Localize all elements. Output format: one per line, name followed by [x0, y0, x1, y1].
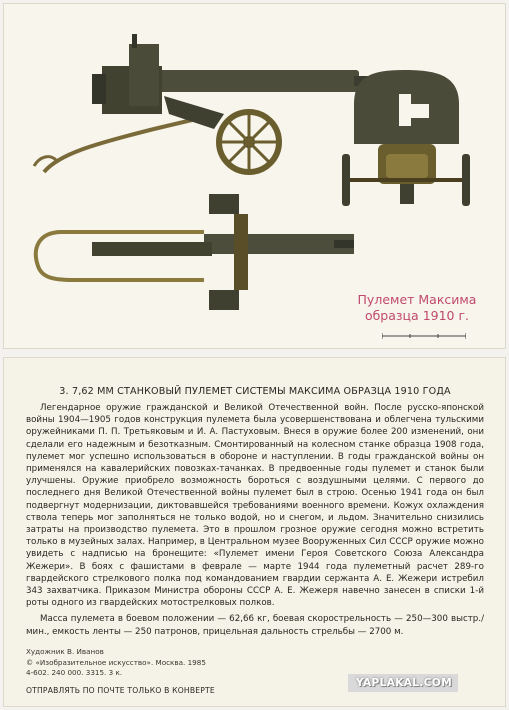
- body-text: [26, 402, 484, 638]
- illustration-caption: [347, 292, 487, 324]
- watermark: YAPLAKAL.COM: [348, 674, 458, 692]
- credit-artist: Художник В. Иванов: [26, 647, 104, 656]
- text-card: [4, 358, 505, 706]
- side-view-drawing: [34, 34, 376, 172]
- scale-bar: [382, 333, 466, 339]
- document-title: 3. 7,62 ММ СТАНКОВЫЙ ПУЛЕМЕТ СИСТЕМЫ МАКСИМА ОБРАЗЦА 1910 ГОДА: [59, 386, 451, 397]
- caption-line-2: образца 1910 г.: [364, 308, 470, 323]
- credit-publisher: © «Изобразительное искусство». Москва. 1985: [26, 657, 206, 667]
- credit-codes: 4-602. 240 000. 3315. 3 к.: [26, 668, 123, 678]
- top-view-drawing: [36, 194, 354, 310]
- illustration-card: [4, 4, 505, 348]
- caption-line-1: Пулемет Максима: [357, 292, 477, 307]
- paragraph-history: Легендарное оружие гражданской и Великой Отечественной войн. После русско-японской войны 1904—1905 годов конструкция пулемета была усовершенствована и облегчена тульскими оружейниками П. П. Третьяковым и И. А. Пастуховым. Внеся в оружие более 200 изменений, они сделали его надежным и безотказным. Смонтированный на колесном станке образца 1908 года, пулемет мог успешно использоваться в обороне и наступлении. В годы гражданской войны он применялся на кавалерийских повозках-тачанках. В предвоенные годы пулемет и станок были улучшены. Оружие приобрело возможность бороться с воздушными целями. С первого до последнего дня Великой Отечественной войны пулемет был в строю. Осенью 1941 года он был подвергнут модернизации, диктовавшейся требованиями военного времени. Кожух охлаждения ствола теперь мог заполняться не только водой, но и снегом, и льдом. Значительно снизились затраты на производство пулемета. Это в прошлом грозное оружие сегодня можно встретить только в музейных залах. Например, в Центральном музее Вооруженных Сил СССР оружие можно увидеть с надписью на бронещите: «Пулемет имени Героя Советского Союза Александра Жежери». В боях с фашистами в феврале — марте 1944 года пулеметный расчет 289-го гвардейского стрелкового полка под командованием гвардии сержанта А. Е. Жежери истребил 343 захватчика. Приказом Министра обороны СССР А. Е. Жежеря навечно занесен в списки 1-й роты одного из гвардейских мотострелковых полков.: [26, 403, 484, 609]
- paragraph-specs: Масса пулемета в боевом положении — 62,66 кг, боевая скорострельность — 250—300 выстр./мин., емкость ленты — 250 патронов, прицельная дальность стрельбы — 2700 м.: [26, 614, 484, 637]
- publication-credits: [26, 647, 286, 679]
- mailing-note: ОТПРАВЛЯТЬ ПО ПОЧТЕ ТОЛЬКО В КОНВЕРТЕ: [26, 686, 215, 695]
- front-view-drawing: [342, 70, 470, 206]
